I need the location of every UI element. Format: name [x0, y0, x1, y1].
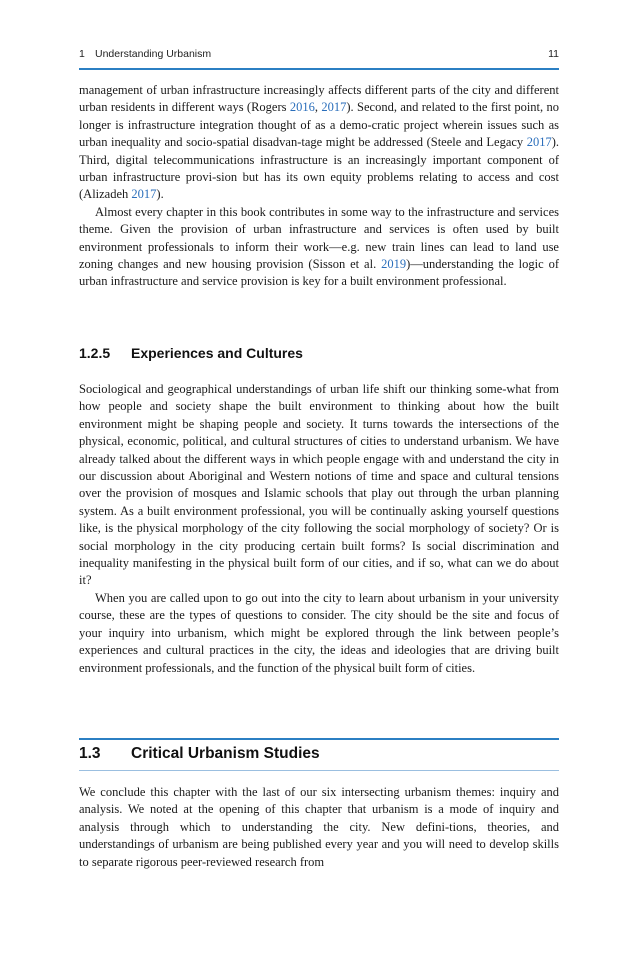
citation-link[interactable]: 2019 — [381, 257, 407, 272]
citation-link[interactable]: 2017 — [526, 135, 552, 150]
chapter-title: Understanding Urbanism — [95, 48, 212, 60]
subsection-heading — [79, 345, 559, 361]
header-rule — [79, 68, 559, 70]
paragraph-5: We conclude this chapter with the last of our six intersecting urbanism themes: inquiry and analysis. We noted at the opening of this chapter that urbanism is a mode of inquiry and analysis through which to understanding the city. New defini-tions, theories, and understandings of urbanism are being published every year and you will need to develop skills to separate rigorous peer-reviewed research from — [79, 785, 559, 869]
citation-link[interactable]: 2017 — [321, 100, 347, 115]
section-rule — [79, 738, 559, 740]
running-head-left — [79, 48, 211, 60]
paragraph-1-block — [79, 82, 559, 291]
citation-link[interactable]: 2016 — [289, 100, 315, 115]
running-head — [79, 48, 559, 60]
paragraph-2: Almost every chapter in this book contributes in some way to the infrastructure and services theme. Given the provision of urban infrastructure and services is often used by built environment professionals to inform their work—e.g. new train lines can lead to land use zoning changes and new housing provision (Sisson et al. 2019)—understanding the logic of urban infrastructure and service provision is key for a built environment professional. — [79, 204, 559, 289]
section-title: Critical Urbanism Studies — [131, 745, 320, 762]
paragraph-4: When you are called upon to go out into the city to learn about urbanism in your university course, these are the types of questions to consider. The city should be the site and focus of your inquiry into urbanism, which might be explored through the link between people’s experiences and cultural practices in the city, the ideas and ideologies that are driving built environment professionals, and the function of the physical built form of cities. — [79, 590, 559, 675]
citation-link[interactable]: 2017 — [131, 187, 157, 202]
section-heading-underline — [79, 770, 559, 771]
subsection-number: 1.2.5 — [79, 345, 111, 361]
section-body — [79, 784, 559, 871]
paragraph-1: management of urban infrastructure increasingly affects different parts of the city and different urban residents in different ways (Rogers 2016, 2017). Second, and related to the first point, no longer is infrastructure integration thought of as a demo-cratic project wherein issues such as urban inequality and socio-spatial disadvan-tage might be addressed (Steele and Legacy 2017). Third, digital telecommunications infrastructure is an increasingly important component of urban infrastructure provi-sion but has its own equity problems relating to access and cost (Alizadeh 2017). — [79, 83, 560, 202]
section-heading — [79, 745, 559, 763]
section-number: 1.3 — [79, 745, 101, 762]
subsection-title: Experiences and Cultures — [131, 345, 303, 361]
paragraph-3: Sociological and geographical understandings of urban life shift our thinking some-what from how people and society shape the built environment to thinking about how the built environment might be shaping people and society. It turns towards the intersections of the physical, economic, political, and cultural structures of cities to understand urbanism. We have already talked about the different ways in which people engage with and understand the city in our discussion about Aboriginal and Western notions of time and space and cultural tensions over the provision of mosques and Islamic schools that play out through the urban planning system. As a built environment professional, you will be continually asking yourself questions like, is the physical morphology of the city following the social morphology of society? Or is social morphology in the city producing certain built forms? Is social discrimination and inequality manifesting in the physical built form of our cities, and if so, what can we do about it? — [79, 382, 559, 588]
subsection-body — [79, 381, 559, 677]
chapter-number: 1 — [79, 48, 85, 60]
page-number: 11 — [548, 48, 559, 60]
